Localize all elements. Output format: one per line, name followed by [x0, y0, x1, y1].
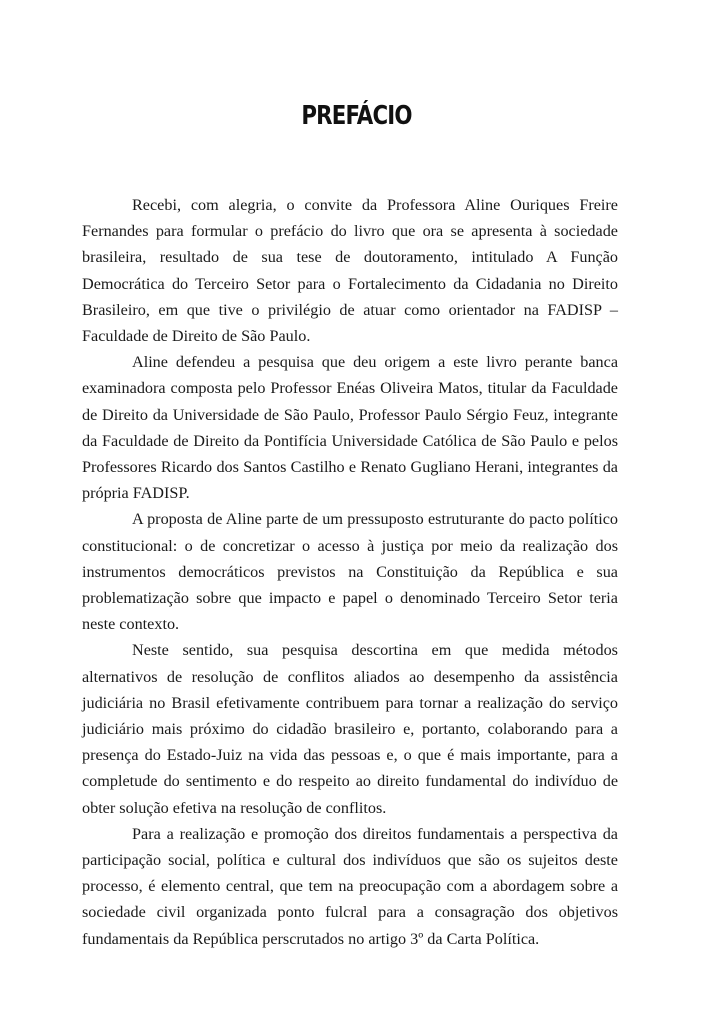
paragraph-1: Recebi, com alegria, o convite da Professora Aline Ouriques Freire Fernandes para formular o prefácio do livro que ora se apresenta à sociedade brasileira, resultado de sua tese de doutoramento, intitulado A Função Democrática do Terceiro Setor para o Fortalecimento da Cidadania no Direito Brasileiro, em que tive o privilégio de atuar como orientador na FADISP – Faculdade de Direito de São Paulo.	[82, 196, 618, 346]
paragraph-5: Para a realização e promoção dos direitos fundamentais a perspectiva da participação social, política e cultural dos indivíduos que são os sujeitos deste processo, é elemento central, que tem na preocupação com a abordagem sobre a sociedade civil organizada ponto fulcral para a consagração dos objetivos fundamentais da República perscrutados no artigo 3º da Carta Política.	[82, 824, 618, 948]
paragraph-4: Neste sentido, sua pesquisa descortina em que medida métodos alternativos de resolução de conflitos aliados ao desempenho da assistência judiciária no Brasil efetivamente contribuem para tornar a realização do serviço judiciário mais próximo do cidadão brasileiro e, portanto, colaborando para a presença do Estado-Juiz na vida das pessoas e, o que é mais importante, para a completude do sentimento e do respeito ao direito fundamental do indivíduo de obter solução efetiva na resolução de conflitos.	[82, 641, 618, 817]
paragraph-2: Aline defendeu a pesquisa que deu origem a este livro perante banca examinadora composta pelo Professor Enéas Oliveira Matos, titular da Faculdade de Direito da Universidade de São Paulo, Professor Paulo Sérgio Feuz, integrante da Faculdade de Direito da Pontifícia Universidade Católica de São Paulo e pelos Professores Ricardo dos Santos Castilho e Renato Gugliano Herani, integrantes da própria FADISP.	[82, 353, 618, 503]
paragraph-3: A proposta de Aline parte de um pressuposto estruturante do pacto político constitucional: o de concretizar o acesso à justiça por meio da realização dos instrumentos democráticos previstos na Constituição da República e sua problematização sobre que impacto e papel o denominado Terceiro Setor teria neste contexto.	[82, 510, 618, 634]
preface-body	[82, 192, 618, 952]
page-title: PREFÁCIO	[301, 101, 412, 132]
